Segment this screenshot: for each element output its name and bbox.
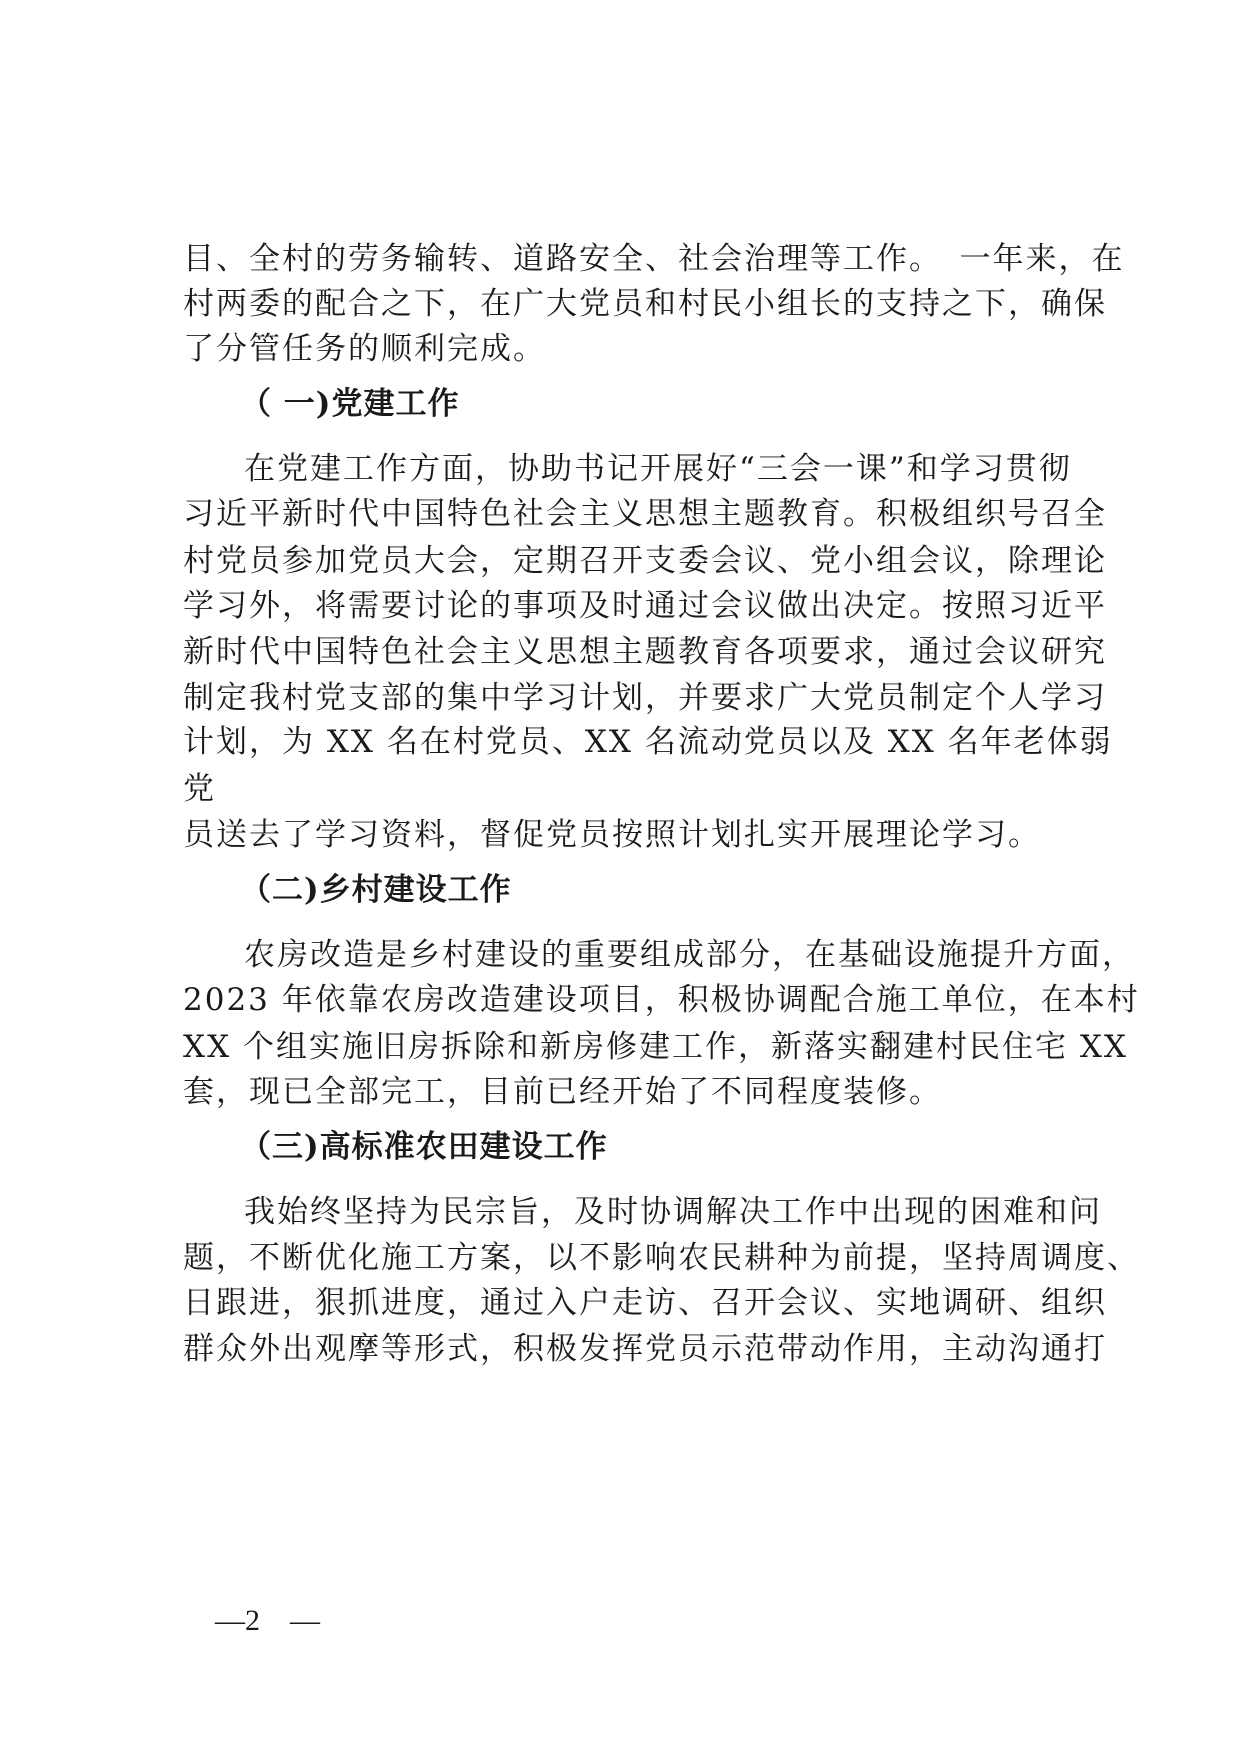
body-text-line: 我始终坚持为民宗旨，及时协调解决工作中出现的困难和问 <box>244 1194 1102 1230</box>
body-text-line: 群众外出观摩等形式，积极发挥党员示范带动作用，主动沟通打 <box>183 1331 1107 1367</box>
page-number: —2 — <box>215 1604 320 1637</box>
body-text-line: 在党建工作方面，协助书记开展好“三会一课”和学习贯彻 <box>244 451 1072 487</box>
body-text-line: 计划，为 XX 名在村党员、XX 名流动党员以及 XX 名年老体弱 <box>183 724 1113 760</box>
body-text-line: 农房改造是乡村建设的重要组成部分，在基础设施提升方面， <box>244 937 1135 973</box>
body-text-line: 习近平新时代中国特色社会主义思想主题教育。积极组织号召全 <box>183 496 1107 532</box>
body-text-line: 新时代中国特色社会主义思想主题教育各项要求，通过会议研究 <box>183 634 1107 670</box>
body-text-line: 党 <box>183 771 216 807</box>
body-text-line: 日跟进，狠抓进度，通过入户走访、召开会议、实地调研、组织 <box>183 1285 1107 1321</box>
body-text-line: 目、全村的劳务输转、道路安全、社会治理等工作。 一年来，在 <box>183 241 1125 277</box>
body-text-line: 制定我村党支部的集中学习计划，并要求广大党员制定个人学习 <box>183 680 1107 716</box>
body-text-line: 村两委的配合之下，在广大党员和村民小组长的支持之下，确保 <box>183 286 1107 322</box>
body-text-line: 学习外，将需要讨论的事项及时通过会议做出决定。按照习近平 <box>183 588 1107 624</box>
section-heading-farmland-construction: （三)高标准农田建设工作 <box>240 1129 608 1165</box>
body-text-line: 2023 年依靠农房改造建设项目，积极协调配合施工单位，在本村 <box>183 982 1140 1018</box>
section-heading-party-building: （ 一)党建工作 <box>240 386 460 422</box>
body-text-line: 套，现已全部完工，目前已经开始了不同程度装修。 <box>183 1074 942 1110</box>
body-text-line: 题，不断优化施工方案，以不影响农民耕种为前提，坚持周调度、 <box>183 1240 1140 1276</box>
section-heading-rural-construction: （二)乡村建设工作 <box>240 872 512 908</box>
body-text-line: XX 个组实施旧房拆除和新房修建工作，新落实翻建村民住宅 XX <box>183 1029 1128 1065</box>
body-text-line: 了分管任务的顺利完成。 <box>183 331 546 367</box>
body-text-line: 村党员参加党员大会，定期召开支委会议、党小组会议，除理论 <box>183 543 1107 579</box>
body-text-line: 员送去了学习资料，督促党员按照计划扎实开展理论学习。 <box>183 817 1041 853</box>
